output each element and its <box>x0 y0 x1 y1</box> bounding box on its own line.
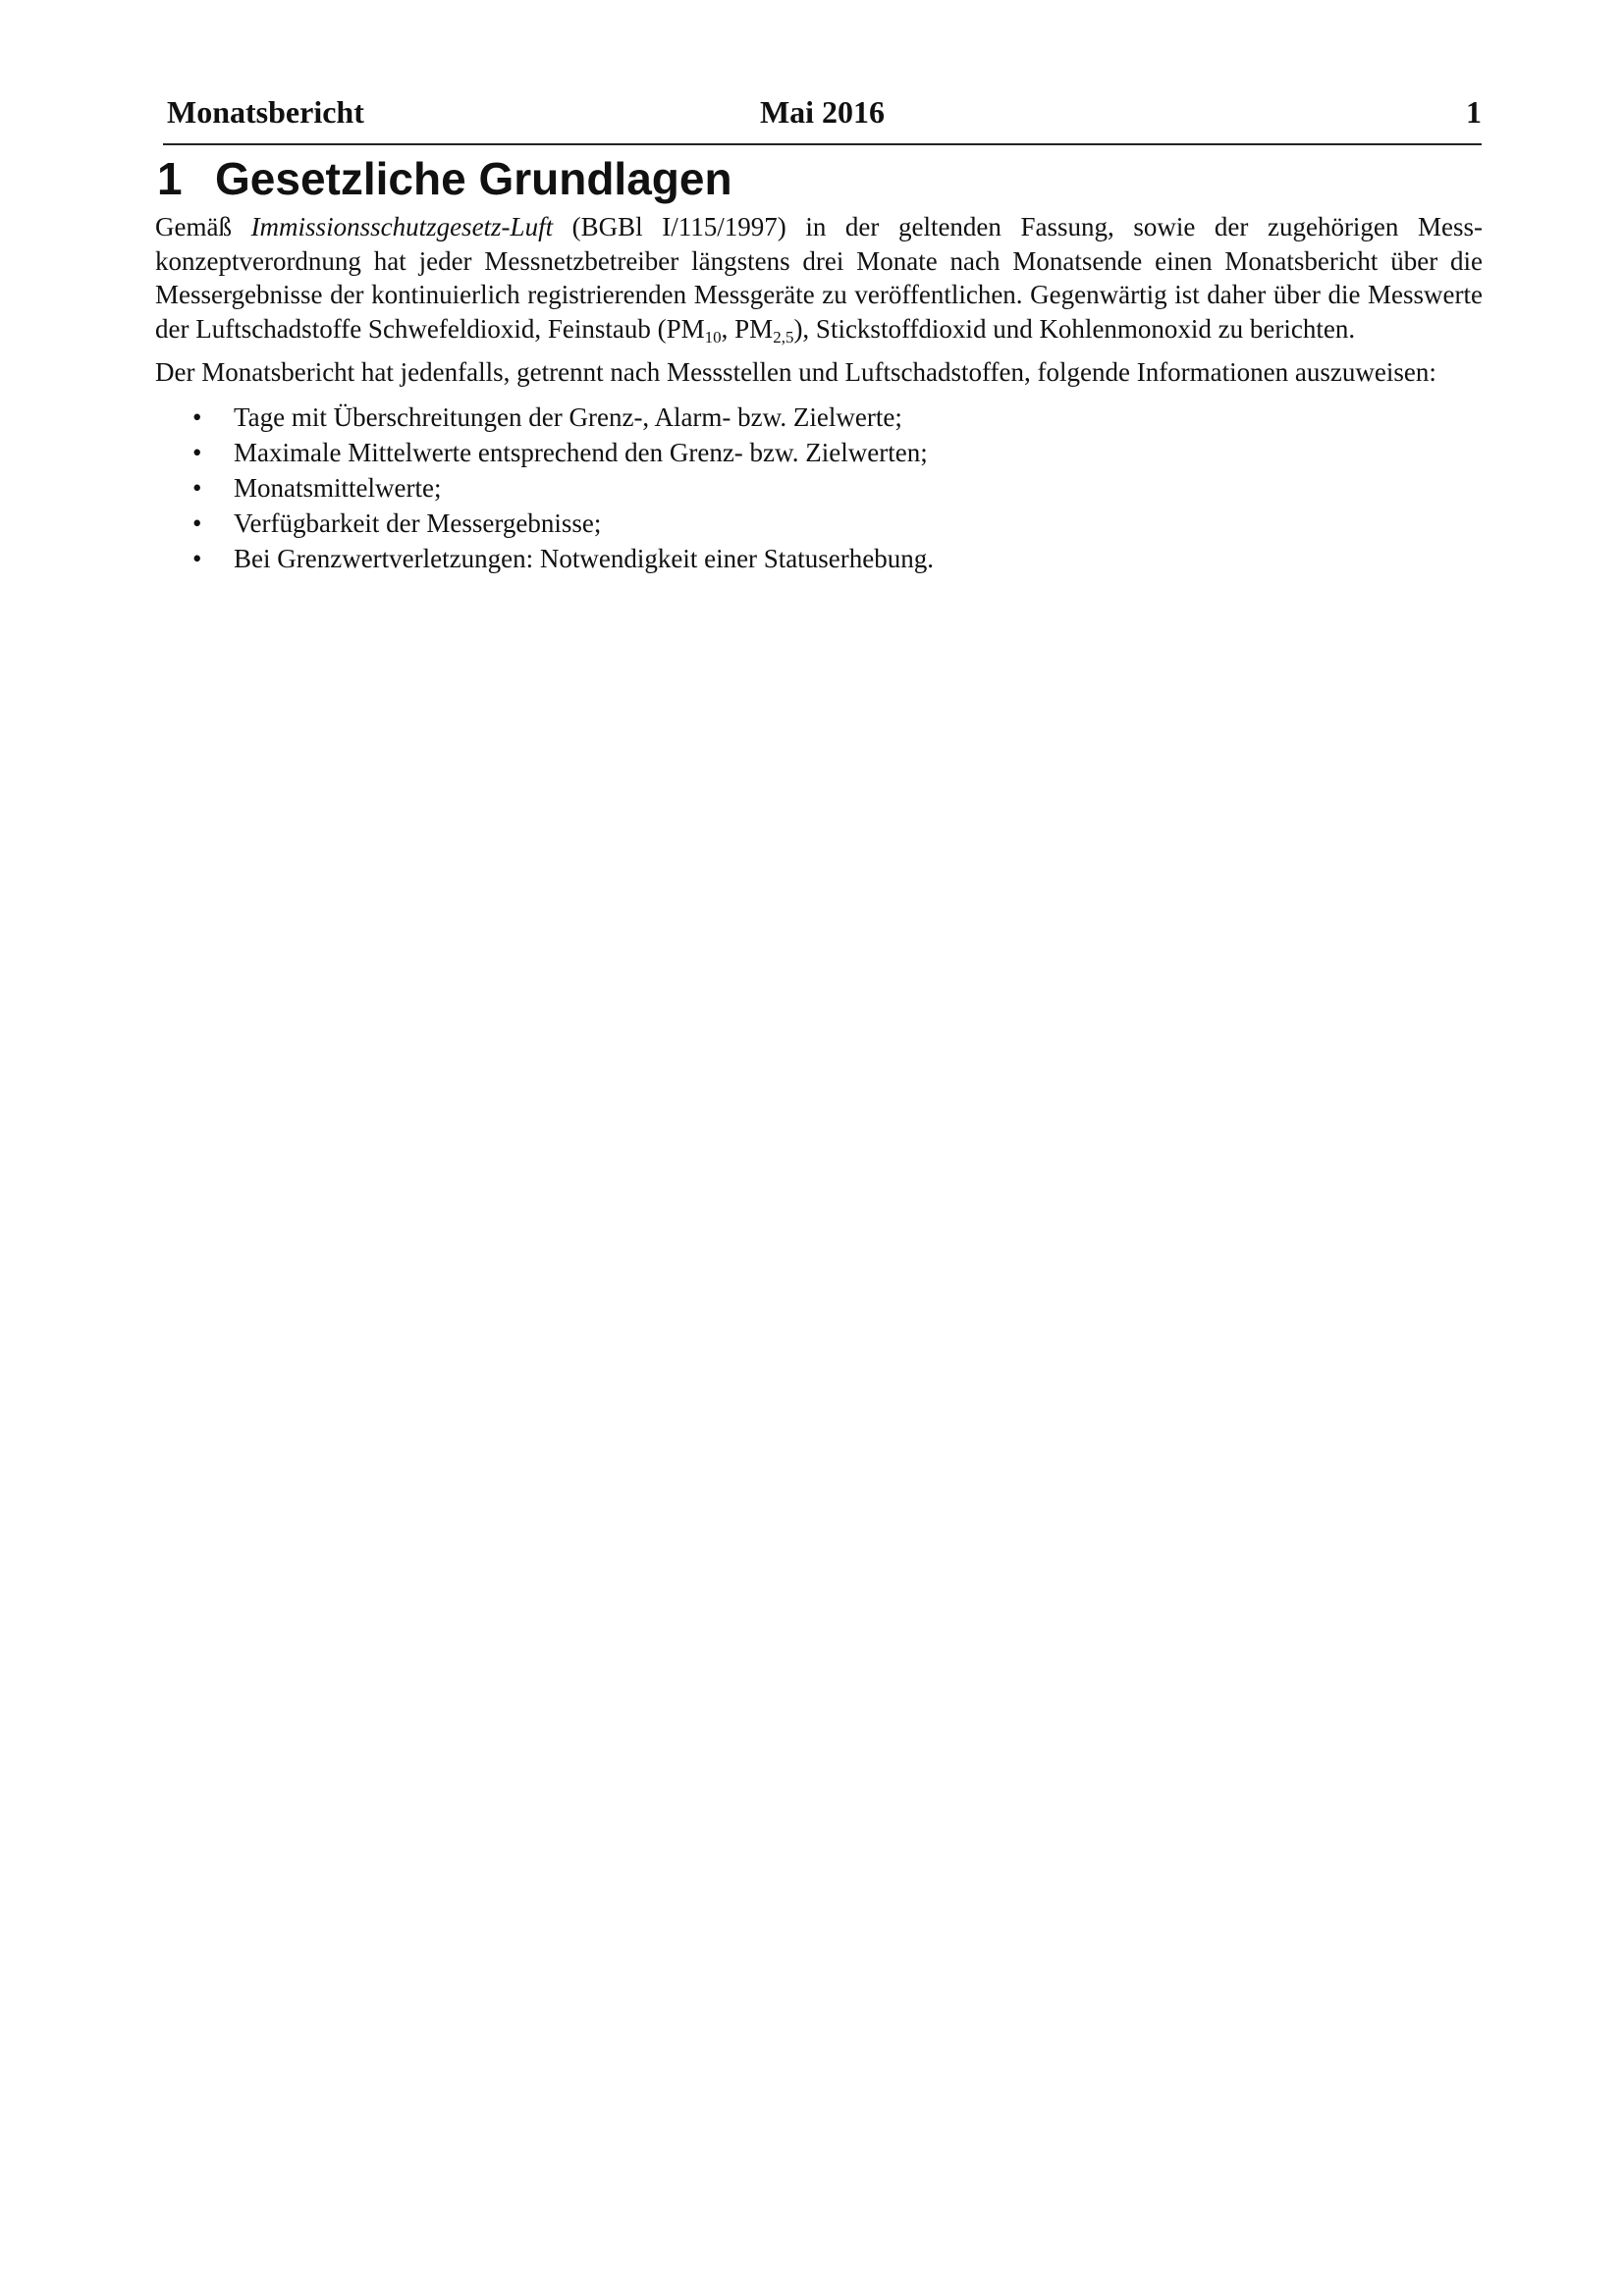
section-number: 1 <box>157 153 183 204</box>
list-item-text: Verfügbarkeit der Messergebnisse; <box>234 507 602 538</box>
required-information-list <box>155 400 1483 576</box>
list-item <box>155 470 1483 506</box>
paragraph-text: , <box>721 313 735 344</box>
paragraph-report-contents: Der Monatsbericht hat jedenfalls, getrennt nach Messstellen und Luftschadstoffen, folgende Informationen auszuweisen: <box>155 357 1436 387</box>
bullet-icon: • <box>192 472 202 503</box>
header-page-number: 1 <box>1466 94 1482 130</box>
header-month: Mai 2016 <box>759 94 886 130</box>
list-item <box>155 400 1483 435</box>
bullet-icon: • <box>192 507 202 538</box>
list-item-text: Tage mit Überschreitungen der Grenz-, Alarm- bzw. Zielwerte; <box>234 401 902 432</box>
bullet-icon: • <box>192 437 202 467</box>
paragraph-text: (BGBl I/115/1997) in der geltenden Fassung, sowie der zugehörigen Messkonzeptverordnung hat jeder Messnetzbetreiber längstens drei Monate nach Monatsende einen Monatsbericht über die Messergebnisse der kontinuierlich registrierenden Messgeräte zu veröffentlichen. Gegenwärtig ist daher über die Messwerte der Luftschadstoffe Schwefeldioxid, Feinstaub ( <box>155 212 1484 344</box>
bullet-icon: • <box>192 401 202 432</box>
list-item-text: Bei Grenzwertverletzungen: Notwendigkeit einer Statuserhebung. <box>234 543 935 573</box>
section-heading <box>157 149 732 208</box>
law-name: Immissionsschutzgesetz-Luft <box>250 212 554 241</box>
pm10-label: PM <box>666 313 705 344</box>
pm10-subscript: 10 <box>704 327 722 347</box>
section-title: Gesetzliche Grundlagen <box>215 153 732 204</box>
list-item-text: Maximale Mittelwerte entsprechend den Grenz- bzw. Zielwerten; <box>234 437 928 467</box>
running-header <box>163 94 1482 145</box>
section-body <box>155 210 1483 576</box>
list-item <box>155 541 1483 576</box>
header-report-title: Monatsbericht <box>167 94 364 130</box>
list-item-text: Monatsmittelwerte; <box>234 472 442 503</box>
list-item <box>155 506 1483 541</box>
paragraph-legal-basis <box>155 210 1483 346</box>
paragraph-text: ), Stickstoffdioxid und Kohlenmonoxid zu berichten. <box>793 313 1356 344</box>
bullet-icon: • <box>192 543 202 573</box>
list-item <box>155 435 1483 470</box>
pm25-subscript: 2,5 <box>773 327 794 347</box>
pm25-label: PM <box>734 313 774 344</box>
paragraph-text: Gemäß <box>155 212 251 241</box>
